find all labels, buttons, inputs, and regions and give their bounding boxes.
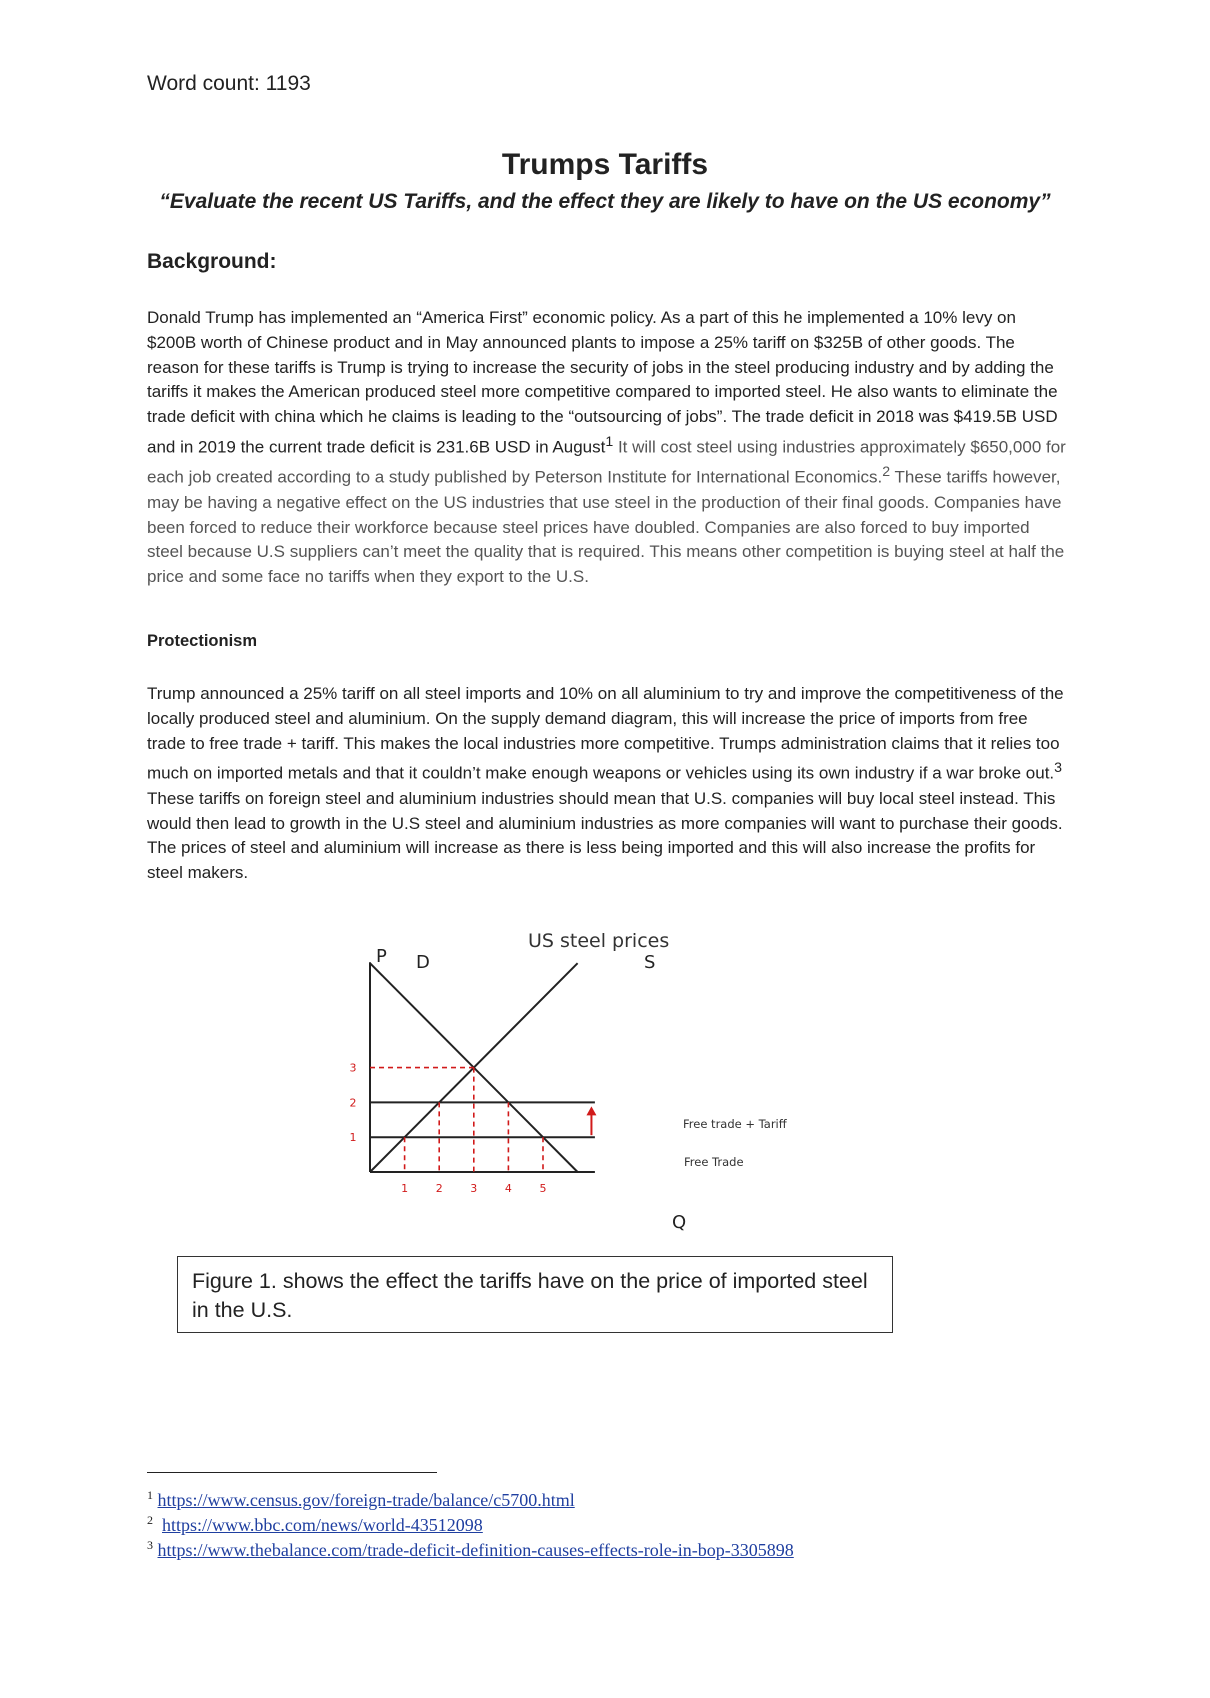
- y-tick-label: 2: [349, 1096, 357, 1110]
- background-heading: Background:: [147, 250, 277, 273]
- demand-label: D: [416, 952, 430, 973]
- x-tick-label: 1: [401, 1182, 409, 1195]
- footnote-ref-2: 2: [882, 464, 891, 481]
- y-axis-label: P: [376, 946, 387, 967]
- protectionism-paragraph: [147, 682, 1067, 886]
- footnote-link[interactable]: https://www.census.gov/foreign-trade/balance/c5700.html: [157, 1490, 575, 1510]
- background-text-1: Donald Trump has implemented an “America First” economic policy. As a part of this he implemented a 10% levy on $200B worth of Chinese product and in May announced plants to impose a 25% tariff on $325B of other goods. The reason for these tariffs is Trump is trying to increase the security of jobs in the steel producing industry and by adding the tariffs it makes the American produced steel more competitive compared to imported steel. He also wants to eliminate the trade deficit with china which he claims is leading to the “outsourcing of jobs”. The trade deficit in 2018 was $419.5B USD and in 2019 the current trade deficit is 231.6B USD in August: [147, 308, 1058, 457]
- document-title: Trumps Tariffs: [501, 148, 709, 181]
- footnote-2: [147, 1513, 483, 1536]
- footnote-number: 2: [147, 1513, 153, 1527]
- chart-title: US steel prices: [528, 930, 670, 952]
- footnote-ref-3: 3: [1054, 760, 1063, 777]
- x-tick-label: 2: [435, 1182, 443, 1195]
- x-axis-label: Q: [672, 1212, 687, 1233]
- footnote-link[interactable]: https://www.thebalance.com/trade-deficit-definition-causes-effects-role-in-bop-3305898: [157, 1540, 794, 1560]
- footnote-1: [147, 1488, 575, 1511]
- footnote-3: [147, 1538, 794, 1561]
- background-text-2: It will cost steel using industries approximately $650,000 for each job created according to a study published by Peterson Institute for International Economics.: [147, 437, 1066, 488]
- y-tick-label: 1: [349, 1131, 357, 1145]
- footnote-link[interactable]: https://www.bbc.com/news/world-43512098: [162, 1515, 483, 1535]
- supply-demand-chart: [349, 925, 810, 1247]
- word-count: Word count: 1193: [147, 72, 311, 95]
- document-subtitle: “Evaluate the recent US Tariffs, and the effect they are likely to have on the US economy”: [159, 190, 1051, 213]
- footnote-divider: [147, 1472, 437, 1473]
- figure-caption: Figure 1. shows the effect the tariffs have on the price of imported steel in the U.S.: [177, 1256, 893, 1333]
- footnote-number: 1: [147, 1488, 153, 1502]
- protectionism-text-2: These tariffs on foreign steel and aluminium industries should mean that U.S. companies will buy local steel instead. This would then lead to growth in the U.S steel and aluminium industries as more companies will want to purchase their goods. The prices of steel and aluminium will increase as there is less being imported and this will also increase the profits for steel makers.: [147, 788, 1063, 883]
- free-trade-line-label: Free Trade: [684, 1155, 744, 1169]
- footnote-number: 3: [147, 1538, 153, 1552]
- background-text-3: These tariffs however, may be having a negative effect on the US industries that use steel in the production of their final goods. Companies have been forced to reduce their workforce because steel prices have doubled. Companies are also forced to buy imported steel because U.S suppliers can’t meet the quality that is required. This means other competition is buying steel at half the price and some face no tariffs when they export to the U.S.: [147, 468, 1065, 587]
- y-tick-label: 3: [349, 1061, 357, 1075]
- tariff-line-label: Free trade + Tariff: [683, 1117, 787, 1131]
- x-tick-label: 5: [539, 1182, 547, 1195]
- x-tick-label: 4: [504, 1182, 512, 1195]
- x-tick-label: 3: [470, 1182, 478, 1195]
- footnote-ref-1: 1: [605, 433, 614, 450]
- background-paragraph: [147, 306, 1067, 590]
- tariff-arrow-head: [586, 1106, 596, 1115]
- supply-label: S: [644, 952, 656, 973]
- protectionism-heading: Protectionism: [147, 632, 258, 650]
- protectionism-text-1: Trump announced a 25% tariff on all steel imports and 10% on all aluminium to try and improve the competitiveness of the locally produced steel and aluminium. On the supply demand diagram, this will increase the price of imports from free trade to free trade + tariff. This makes the local industries more competitive. Trumps administration claims that it relies too much on imported metals and that it couldn’t make enough weapons or vehicles using its own industry if a war broke out.: [147, 684, 1064, 784]
